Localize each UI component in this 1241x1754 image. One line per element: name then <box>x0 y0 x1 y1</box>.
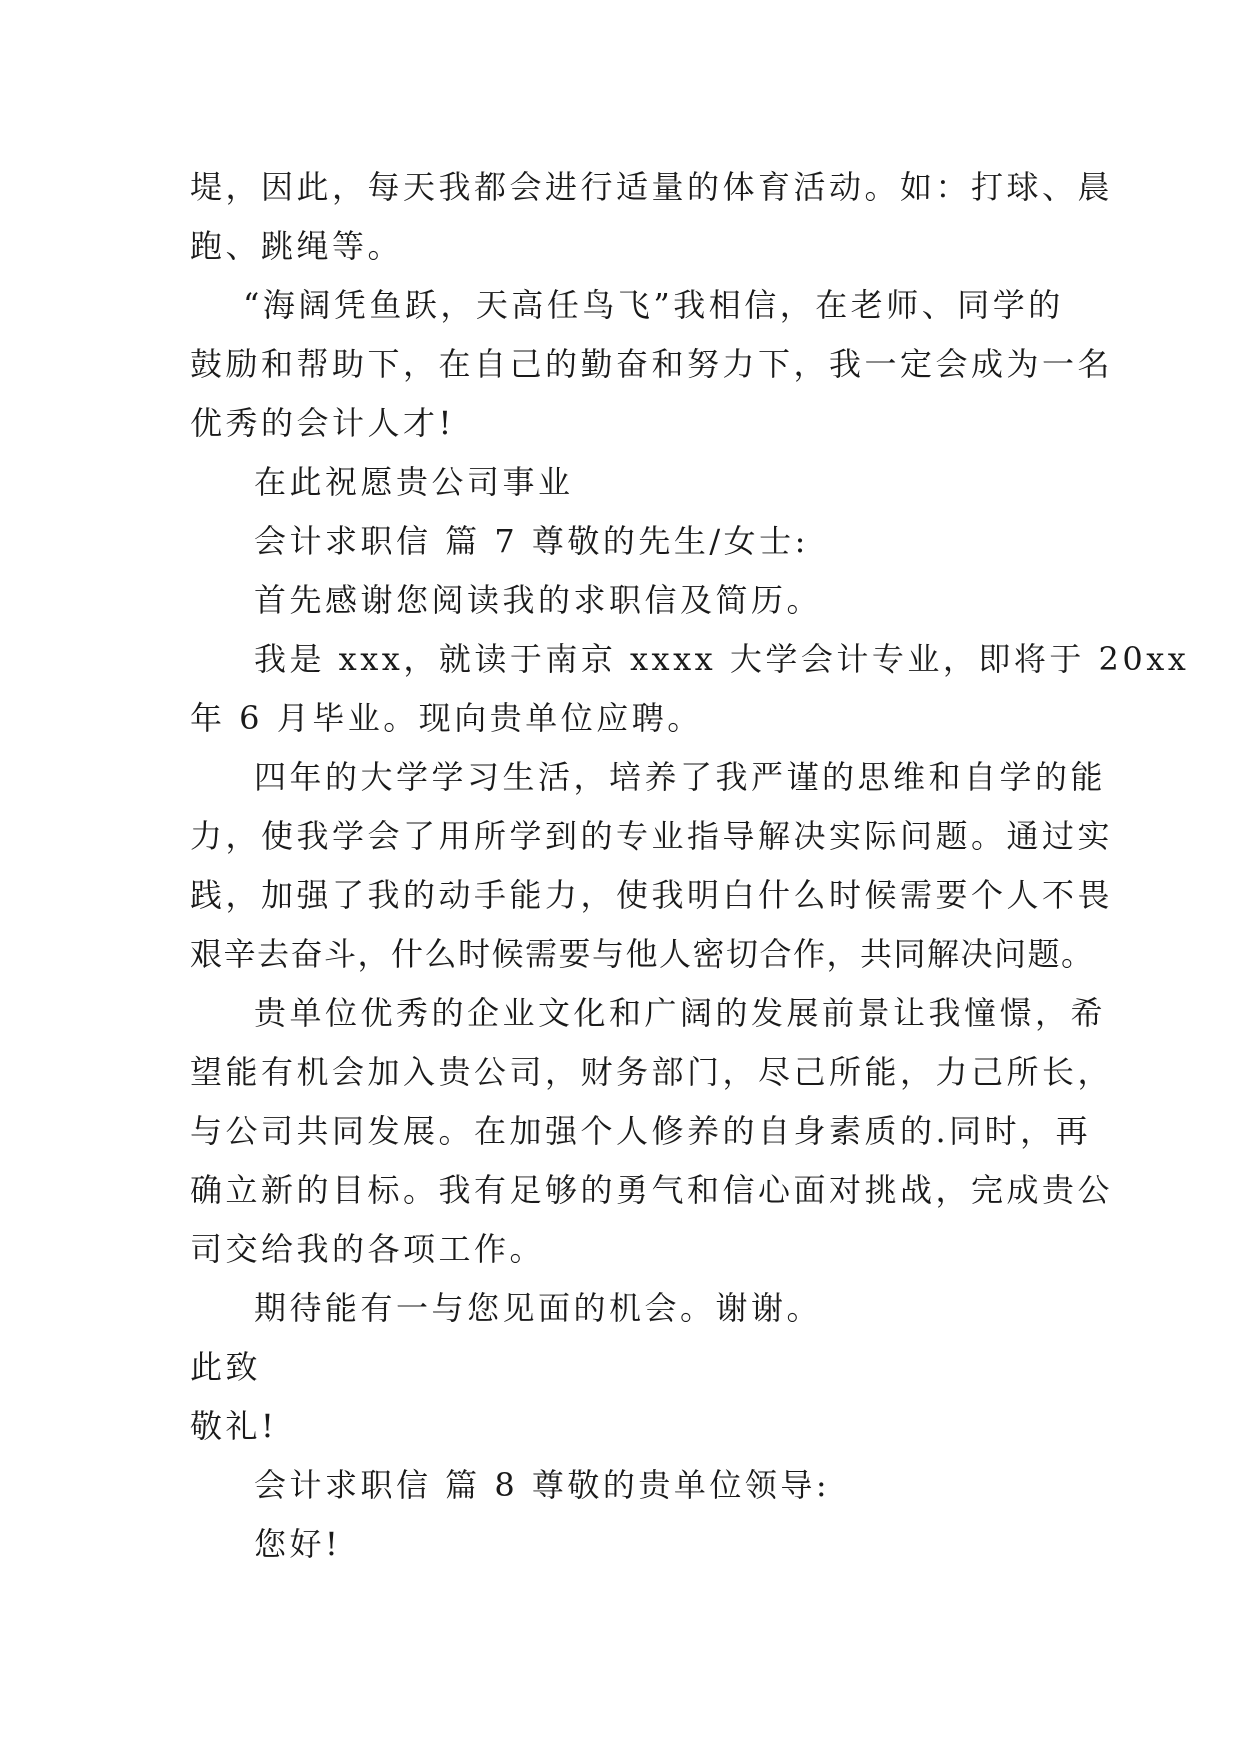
text-line: 确立新的目标。我有足够的勇气和信心面对挑战，完成贵公 <box>190 1171 1114 1209</box>
document-body <box>190 158 1190 1574</box>
paragraph-quote <box>190 276 1114 453</box>
text-line: 我是 xxx，就读于南京 xxxx 大学会计专业，即将于 20xx <box>254 640 1190 678</box>
paragraph-wish: 在此祝愿贵公司事业 <box>254 463 574 501</box>
text-line: 司交给我的各项工作。 <box>190 1230 546 1268</box>
section-heading-7: 会计求职信 篇 7 尊敬的先生/女士: <box>254 522 809 560</box>
text-line: 堤，因此，每天我都会进行适量的体育活动。如：打球、晨 <box>190 168 1114 206</box>
paragraph-continuation <box>190 158 1114 276</box>
text-line: 艰辛去奋斗，什么时候需要与他人密切合作，共同解决问题。 <box>190 935 1095 973</box>
paragraph-thanks: 首先感谢您阅读我的求职信及简历。 <box>254 581 823 619</box>
text-line: 四年的大学学习生活，培养了我严谨的思维和自学的能 <box>254 758 1107 796</box>
text-line: 优秀的会计人才! <box>190 404 455 442</box>
closing-salutation: 此致 <box>190 1348 262 1386</box>
text-line: 力，使我学会了用所学到的专业指导解决实际问题。通过实 <box>190 817 1114 855</box>
text-line: 贵单位优秀的企业文化和广阔的发展前景让我憧憬，希 <box>254 994 1107 1032</box>
paragraph-intro <box>190 630 1190 748</box>
section-heading-8: 会计求职信 篇 8 尊敬的贵单位领导: <box>254 1466 831 1504</box>
text-line: 年 6 月毕业。现向贵单位应聘。 <box>190 699 703 737</box>
greeting: 您好! <box>254 1525 342 1563</box>
text-line: 与公司共同发展。在加强个人修养的自身素质的.同时，再 <box>190 1112 1092 1150</box>
paragraph-study <box>190 748 1114 984</box>
closing-regards: 敬礼! <box>190 1407 278 1445</box>
text-line: 跑、跳绳等。 <box>190 227 404 265</box>
paragraph-company <box>190 984 1114 1279</box>
text-line: 践，加强了我的动手能力，使我明白什么时候需要个人不畏 <box>190 876 1114 914</box>
text-line: “海阔凭鱼跃，天高任鸟飞”我相信，在老师、同学的 <box>243 286 1064 324</box>
paragraph-hope: 期待能有一与您见面的机会。谢谢。 <box>254 1289 823 1327</box>
text-line: 望能有机会加入贵公司，财务部门，尽己所能，力己所长， <box>190 1053 1114 1091</box>
text-line: 鼓励和帮助下，在自己的勤奋和努力下，我一定会成为一名 <box>190 345 1114 383</box>
